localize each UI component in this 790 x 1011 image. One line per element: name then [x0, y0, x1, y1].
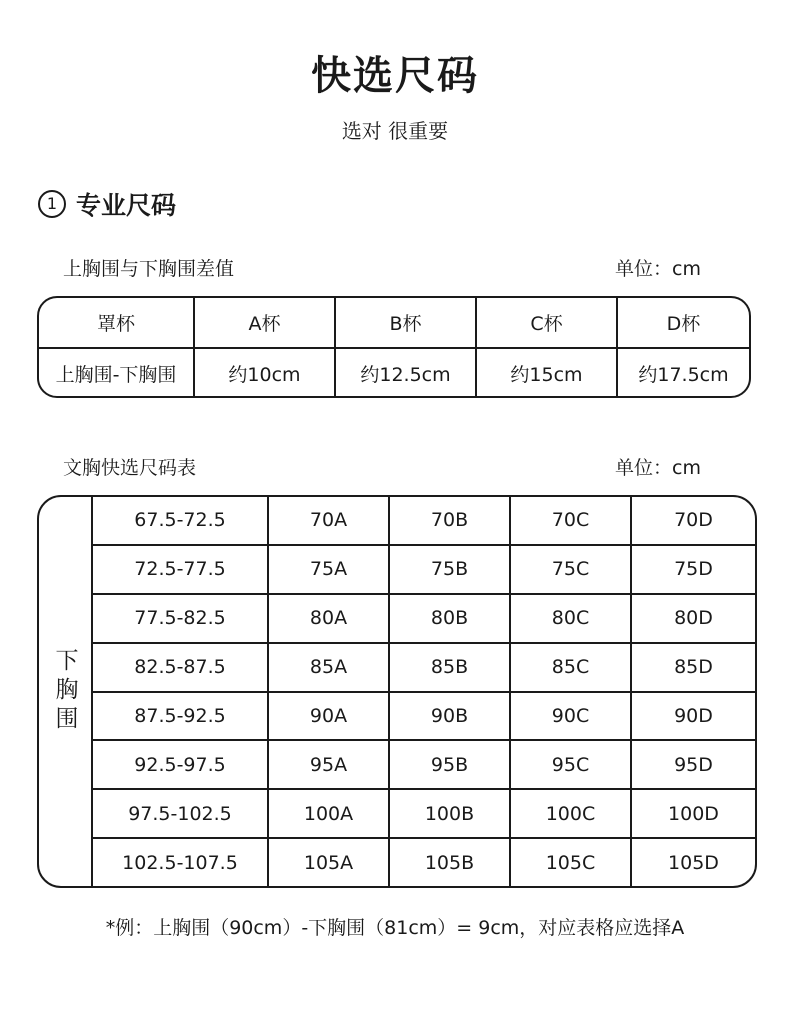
section-heading-text: 专业尺码 [76, 191, 177, 220]
page-subtitle: 选对 很重要 [341, 119, 449, 143]
table-cell: 上胸围-下胸围 [55, 364, 177, 386]
underbust-range-cell: 87.5-92.5 [134, 704, 226, 727]
cup-difference-table [37, 296, 751, 398]
size-cell: 100A [267, 790, 388, 837]
table-cell: 罩杯 [96, 313, 135, 335]
size-cell: 70A [267, 497, 388, 544]
size-cell: 75C [509, 546, 630, 593]
size-cell: 85A [267, 644, 388, 691]
table-cell: C杯 [475, 298, 616, 347]
size-table-body [93, 497, 755, 886]
size-cell: 75A [267, 546, 388, 593]
size-cell: 80A [267, 595, 388, 642]
size-cell: 75D [630, 546, 755, 593]
size-cell: 95C [509, 741, 630, 788]
size-cell: 85C [509, 644, 630, 691]
table-row [93, 593, 755, 642]
table-cell: 约15cm [475, 349, 616, 398]
table-cell: 约17.5cm [616, 349, 749, 398]
table-cell: B杯 [334, 298, 475, 347]
table-cell: 约10cm [193, 349, 334, 398]
size-cell: 80D [630, 595, 755, 642]
underbust-range-cell: 102.5-107.5 [122, 851, 238, 874]
size-cell: 100D [630, 790, 755, 837]
table-row [93, 642, 755, 691]
cup-table-unit: 单位：cm [615, 258, 701, 280]
size-cell: 90B [388, 693, 509, 740]
size-cell: 105A [267, 839, 388, 886]
size-cell: 105B [388, 839, 509, 886]
size-cell: 90A [267, 693, 388, 740]
table-row [93, 788, 755, 837]
underbust-range-cell: 92.5-97.5 [134, 753, 226, 776]
table-cell: D杯 [616, 298, 749, 347]
size-cell: 70D [630, 497, 755, 544]
underbust-range-cell: 77.5-82.5 [134, 607, 226, 630]
size-cell: 85D [630, 644, 755, 691]
size-cell: 90C [509, 693, 630, 740]
section-heading [38, 186, 176, 222]
underbust-side-header [39, 497, 93, 886]
size-cell: 75B [388, 546, 509, 593]
underbust-label: 下胸围 [51, 648, 78, 735]
size-cell: 105C [509, 839, 630, 886]
table-cell: A杯 [193, 298, 334, 347]
size-table-unit: 单位：cm [615, 457, 701, 479]
size-cell: 95D [630, 741, 755, 788]
cup-table-header-row [39, 298, 749, 347]
underbust-range-cell: 72.5-77.5 [134, 558, 226, 581]
size-cell: 105D [630, 839, 755, 886]
cup-table-caption: 上胸围与下胸围差值 [63, 258, 235, 280]
footnote-example: *例：上胸围（90cm）-下胸围（81cm）= 9cm，对应表格应选择A [105, 917, 685, 939]
size-cell: 100C [509, 790, 630, 837]
section-number-badge: 1 [38, 190, 66, 218]
table-cell: 约12.5cm [334, 349, 475, 398]
size-cell: 70C [509, 497, 630, 544]
size-cell: 90D [630, 693, 755, 740]
size-cell: 70B [388, 497, 509, 544]
page-title: 快选尺码 [311, 53, 479, 99]
cup-table-value-row [39, 347, 749, 398]
table-row [93, 837, 755, 886]
size-cell: 100B [388, 790, 509, 837]
underbust-range-cell: 97.5-102.5 [128, 802, 232, 825]
bra-size-table [37, 495, 757, 888]
size-cell: 80C [509, 595, 630, 642]
size-cell: 95B [388, 741, 509, 788]
table-row [93, 691, 755, 740]
table-row [93, 544, 755, 593]
table-row [93, 497, 755, 544]
size-table-caption: 文胸快选尺码表 [63, 457, 197, 479]
size-cell: 80B [388, 595, 509, 642]
underbust-range-cell: 82.5-87.5 [134, 656, 226, 679]
table-row [93, 739, 755, 788]
underbust-range-cell: 67.5-72.5 [134, 509, 226, 532]
size-cell: 85B [388, 644, 509, 691]
size-cell: 95A [267, 741, 388, 788]
